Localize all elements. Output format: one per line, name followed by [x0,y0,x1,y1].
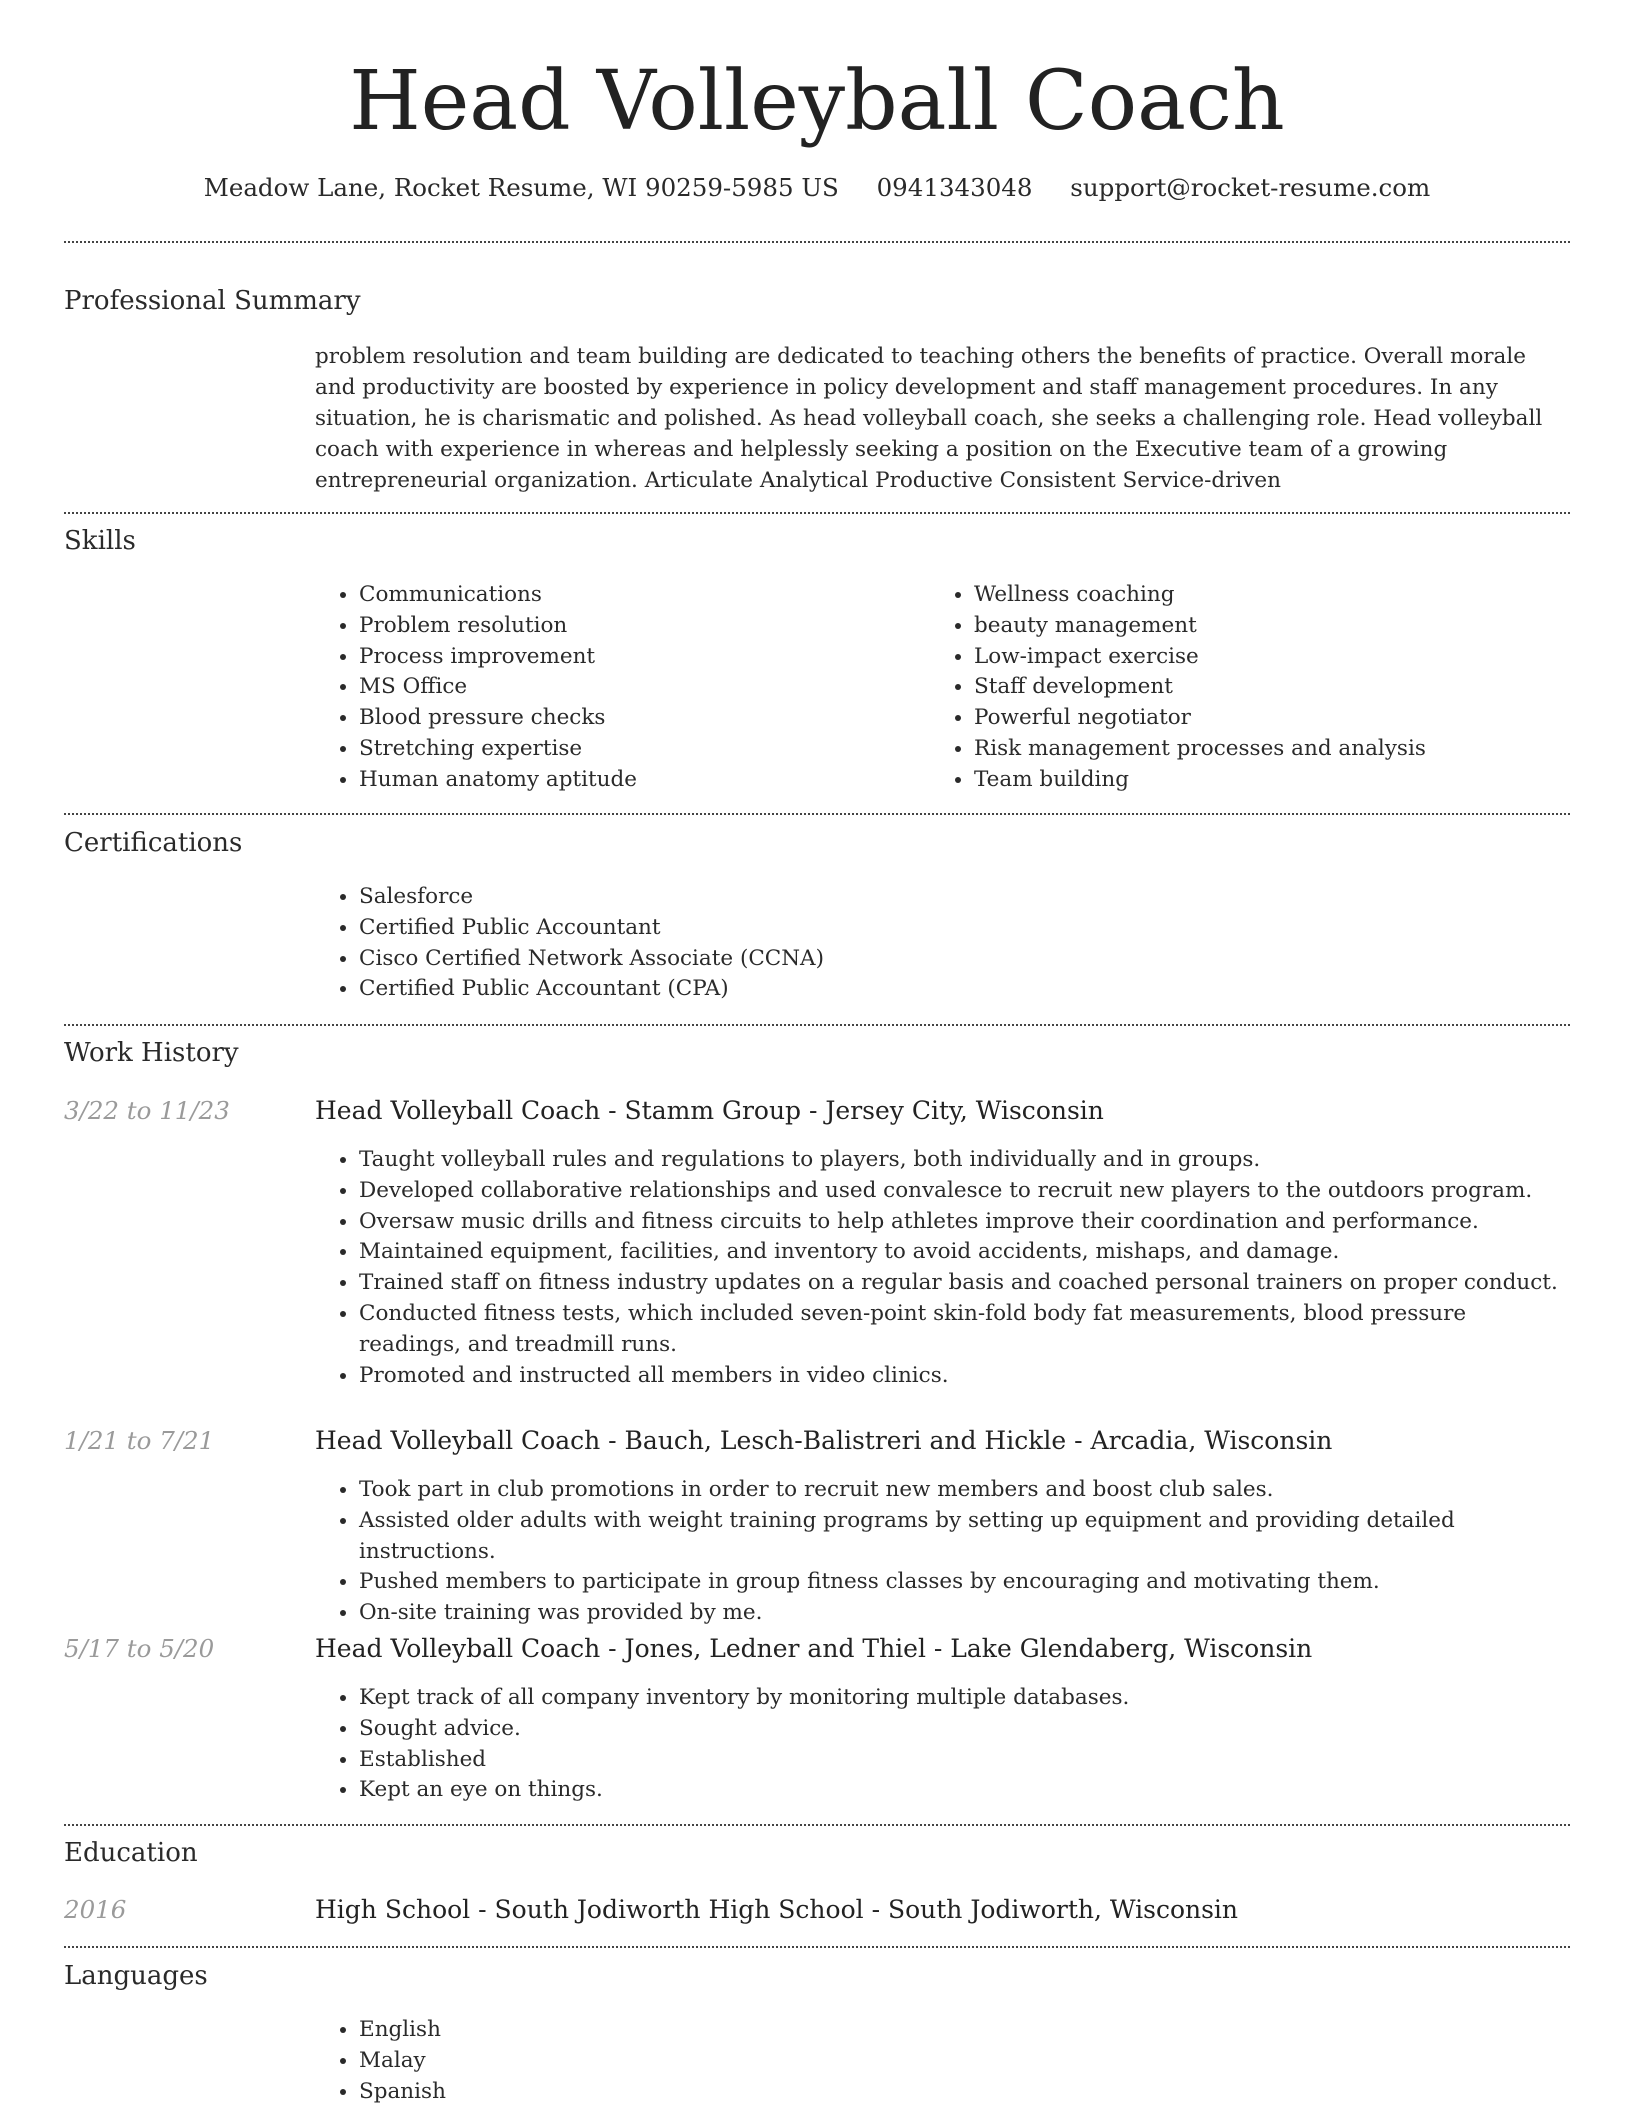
job-bullets [315,1145,1570,1391]
job-bullet: • Established [359,1745,1570,1776]
job-bullet: • Kept an eye on things. [359,1775,1570,1806]
work-history-heading: Work History [64,1038,239,1068]
skill-item: • Team building [974,765,1594,796]
job-bullet: • Pushed members to participate in group fitness classes by encouraging and motivating them. [359,1567,1570,1598]
job-bullet: • On-site training was provided by me. [359,1598,1570,1629]
job-bullet: • Maintained equipment, facilities, and inventory to avoid accidents, mishaps, and damage. [359,1237,1570,1268]
skill-item: • MS Office [359,672,919,703]
skills-list-right [930,580,1594,796]
job-bullet: • Sought advice. [359,1714,1570,1745]
job-bullets [315,1475,1570,1629]
skill-item: • Human anatomy aptitude [359,765,919,796]
education-year: 2016 [64,1895,127,1924]
skill-item: • Wellness coaching [974,580,1594,611]
skill-item: • Risk management processes and analysis [974,734,1594,765]
job-bullet: • Took part in club promotions in order to recruit new members and boost club sales. [359,1475,1570,1506]
section-divider [64,1946,1570,1948]
education-heading: Education [64,1838,198,1868]
summary-text: problem resolution and team building are dedicated to teaching others the benefits of practice. Overall morale and productivity are boosted by experience in policy development and staff management procedures. In any situation, he is charismatic and polished. As head volleyball coach, she seeks a challenging role. Head volleyball coach with experience in whereas and helplessly seeking a position on the Executive team of a growing entrepreneurial organization. Articulate Analytical Productive Consistent Service-driven [315,344,1543,493]
skill-item: • Communications [359,580,919,611]
job-bullet: • Taught volleyball rules and regulations to players, both individually and in groups. [359,1145,1570,1176]
resume-name-title: Head Volleyball Coach [349,54,1285,149]
certification-item: • Salesforce [359,882,1559,913]
skill-item: • Low-impact exercise [974,642,1594,673]
job-bullet: • Developed collaborative relationships and used convalesce to recruit new players to the outdoors program. [359,1176,1570,1207]
certification-item: • Certified Public Accountant [359,913,1559,944]
skill-item: • Process improvement [359,642,919,673]
job-dates: 1/21 to 7/21 [64,1426,215,1455]
section-divider [64,512,1570,514]
job-title: Head Volleyball Coach - Stamm Group - Jersey City, Wisconsin [315,1096,1104,1125]
job-dates: 3/22 to 11/23 [64,1096,230,1125]
job-bullets [315,1683,1570,1806]
section-divider [64,1024,1570,1026]
summary-heading: Professional Summary [64,286,361,316]
contact-email: support@rocket-resume.com [1070,173,1431,202]
section-divider [64,1824,1570,1826]
job-bullet: • Promoted and instructed all members in video clinics. [359,1361,1570,1392]
section-divider [64,813,1570,815]
job-title: Head Volleyball Coach - Bauch, Lesch-Balistreri and Hickle - Arcadia, Wisconsin [315,1426,1333,1455]
contact-line [64,170,1570,206]
languages-heading: Languages [64,1961,208,1991]
education-title: High School - South Jodiworth High School - South Jodiworth, Wisconsin [315,1895,1239,1924]
skills-list-left [315,580,919,796]
contact-phone: 0941343048 [876,173,1033,202]
job-bullet: • Kept track of all company inventory by monitoring multiple databases. [359,1683,1570,1714]
certifications-heading: Certifications [64,828,243,858]
language-item: • Spanish [359,2077,959,2108]
section-divider [64,241,1570,243]
language-item: • Malay [359,2046,959,2077]
skill-item: • Problem resolution [359,611,919,642]
language-item: • English [359,2015,959,2046]
skill-item: • Blood pressure checks [359,703,919,734]
job-bullet: • Oversaw music drills and fitness circuits to help athletes improve their coordination and performance. [359,1207,1570,1238]
languages-list [315,2015,959,2107]
certification-item: • Certified Public Accountant (CPA) [359,974,1559,1005]
skill-item: • beauty management [974,611,1594,642]
job-bullet: • Conducted fitness tests, which included seven-point skin-fold body fat measurements, blood pressure readings, and treadmill runs. [359,1299,1570,1361]
certification-item: • Cisco Certified Network Associate (CCNA) [359,944,1559,975]
skill-item: • Staff development [974,672,1594,703]
skills-heading: Skills [64,526,136,556]
skill-item: • Stretching expertise [359,734,919,765]
skill-item: • Powerful negotiator [974,703,1594,734]
contact-address: Meadow Lane, Rocket Resume, WI 90259-5985 US [203,173,839,202]
job-bullet: • Assisted older adults with weight training programs by setting up equipment and providing detailed instructions. [359,1506,1570,1568]
job-dates: 5/17 to 5/20 [64,1634,215,1663]
job-title: Head Volleyball Coach - Jones, Ledner and Thiel - Lake Glendaberg, Wisconsin [315,1634,1313,1663]
job-bullet: • Trained staff on fitness industry updates on a regular basis and coached personal trainers on proper conduct. [359,1268,1570,1299]
certifications-list [315,882,1559,1005]
